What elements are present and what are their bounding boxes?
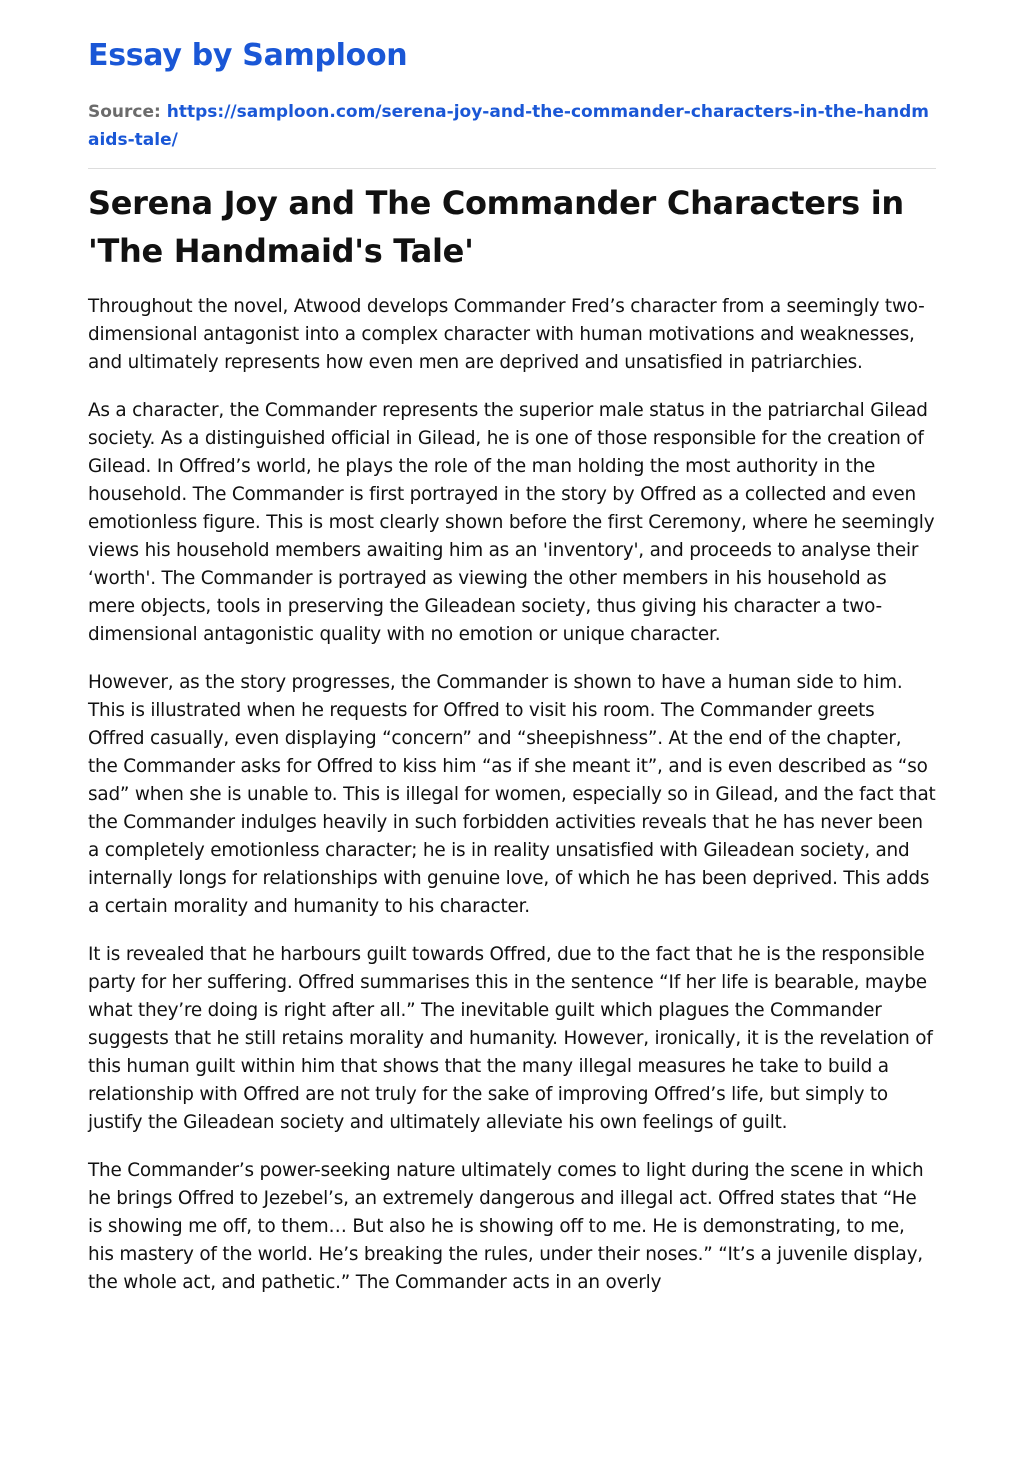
- site-brand[interactable]: Essay by Samploon: [88, 38, 408, 73]
- essay-title: Serena Joy and The Commander Characters in 'The Handmaid's Tale': [88, 184, 904, 270]
- essay-paragraph: As a character, the Commander represents the superior male status in the patriarchal Gilead society. As a distinguished official in Gilead, he is one of those responsible for the creation of Gilead. In Offred’s world, he plays the role of the man holding the most authority in the household. The Commander is first portrayed in the story by Offred as a collected and even emotionless figure. This is most clearly shown before the first Ceremony, where he seemingly views his household members awaiting him as an 'inventory', and proceeds to analyse their ‘worth'. The Commander is portrayed as viewing the other members in his household as mere objects, tools in preserving the Gileadean society, thus giving his character a two-dimensional antagonistic quality with no emotion or unique character.: [88, 400, 935, 645]
- essay-paragraph: Throughout the novel, Atwood develops Commander Fred’s character from a seemingly two-dimensional antagonist into a complex character with human motivations and weaknesses, and ultimately represents how even men are deprived and unsatisfied in patriarchies.: [88, 296, 925, 373]
- essay-body: [88, 293, 936, 1297]
- source-link[interactable]: https://samploon.com/serena-joy-and-the-commander-characters-in-the-handmaids-tale/: [88, 102, 930, 150]
- source-line: [88, 98, 936, 154]
- essay-paragraph: It is revealed that he harbours guilt towards Offred, due to the fact that he is the responsible party for her suffering. Offred summarises this in the sentence “If her life is bearable, maybe what they’re doing is right after all.” The inevitable guilt which plagues the Commander suggests that he still retains morality and humanity. However, ironically, it is the revelation of this human guilt within him that shows that the many illegal measures he take to build a relationship with Offred are not truly for the sake of improving Offred’s life, but simply to justify the Gileadean society and ultimately alleviate his own feelings of guilt.: [88, 944, 933, 1133]
- essay-page: [88, 36, 936, 1317]
- source-label: Source:: [88, 102, 161, 122]
- essay-paragraph: However, as the story progresses, the Commander is shown to have a human side to him. This is illustrated when he requests for Offred to visit his room. The Commander greets Offred casually, even displaying “concern” and “sheepishness”. At the end of the chapter, the Commander asks for Offred to kiss him “as if she meant it”, and is even described as “so sad” when she is unable to. This is illegal for women, especially so in Gilead, and the fact that the Commander indulges heavily in such forbidden activities reveals that he has never been a completely emotionless character; he is in reality unsatisfied with Gileadean society, and internally longs for relationships with genuine love, of which he has been deprived. This adds a certain morality and humanity to his character.: [88, 672, 936, 917]
- divider: [88, 168, 936, 169]
- essay-paragraph: The Commander’s power-seeking nature ultimately comes to light during the scene in which he brings Offred to Jezebel’s, an extremely dangerous and illegal act. Offred states that “He is showing me off, to them… But also he is showing off to me. He is demonstrating, to me, his mastery of the world. He’s breaking the rules, under their noses.” “It’s a juvenile display, the whole act, and pathetic.” The Commander acts in an overly: [88, 1160, 924, 1293]
